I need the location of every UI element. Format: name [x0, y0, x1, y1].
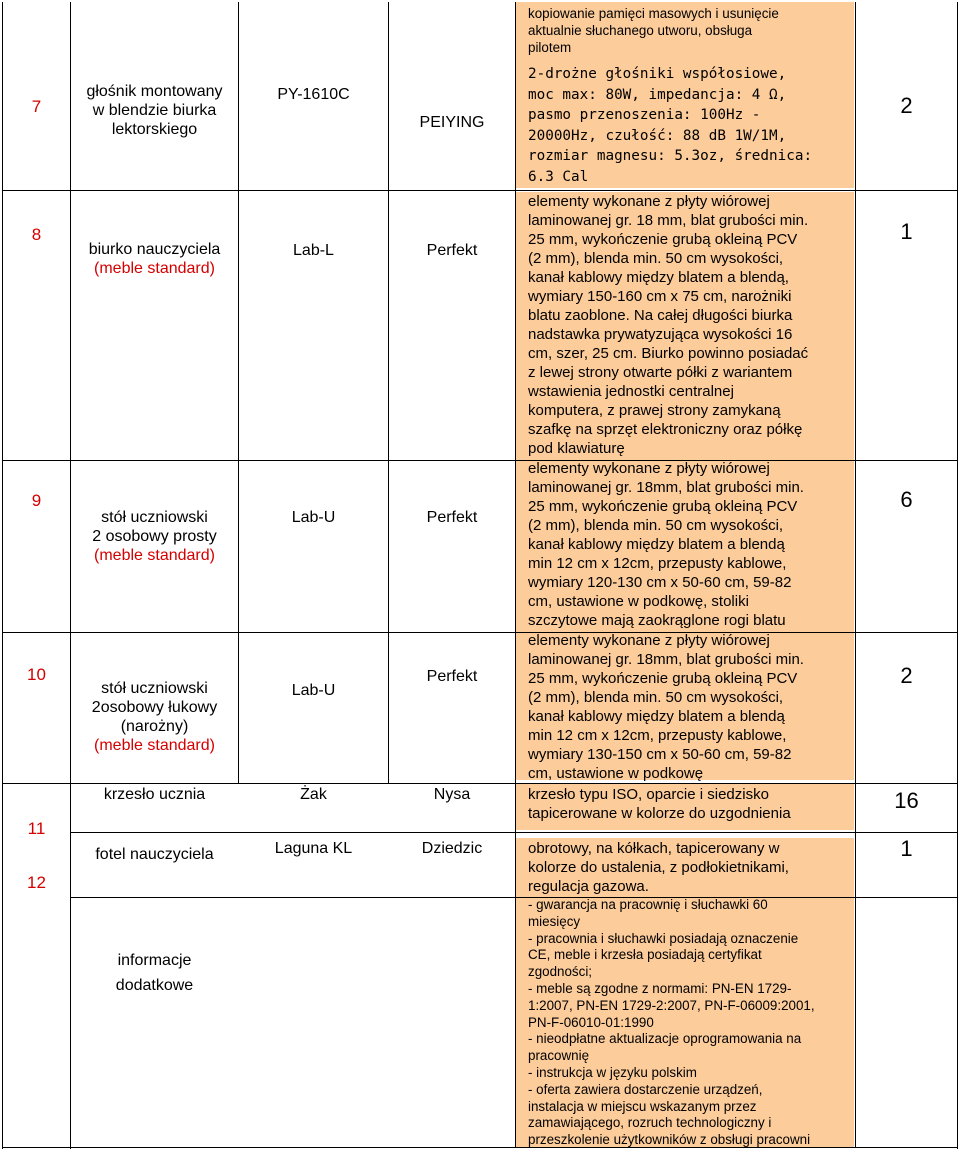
- item-description: elementy wykonane z płyty wiórowej laminowanej gr. 18mm, blat grubości min. 25 mm, wykończenie grubą okleiną PCV (2 mm), blenda min. 50 cm wysokości, kanał kablowy między blatem a blendą min 12 cm x 12cm, przepusty kablowe, wymiary 120-130 cm x 50-60 cm, 59-82 cm, ustawione w podkowę, stoliki szczytowe mają zaokrąglone rogi blatu: [528, 460, 804, 629]
- note-meble-standard: (meble standard): [94, 546, 215, 564]
- note-meble-standard: (meble standard): [94, 260, 215, 277]
- row-number: 11: [27, 818, 46, 838]
- item-maker: Perfekt: [426, 508, 478, 526]
- item-name: biurko nauczyciela (meble standard): [88, 241, 221, 277]
- item-model: PY-1610C: [277, 85, 350, 103]
- item-model: Żak: [300, 785, 327, 803]
- item-description: obrotowy, na kółkach, tapicerowany w kolorze do ustalenia, z podłokietnikami, regulacja gazowa.: [528, 840, 789, 895]
- item-quantity: 1: [900, 835, 913, 861]
- row-number: 10: [27, 664, 46, 684]
- item-quantity: 6: [900, 486, 913, 512]
- item-description: elementy wykonane z płyty wiórowej laminowanej gr. 18mm, blat grubości min. 25 mm, wykończenie grubą okleiną PCV (2 mm), blenda min. 50 cm wysokości, kanał kablowy między blatem a blendą min 12 cm x 12cm, przepusty kablowe, wymiary 130-150 cm x 50-60 cm, 59-82 cm, ustawione w podkowę: [528, 632, 804, 782]
- item-name: fotel nauczyciela: [95, 845, 214, 863]
- item-name: stół uczniowski 2osobowy łukowy (narożny) (meble standard): [91, 680, 218, 754]
- item-maker: Perfekt: [426, 667, 478, 685]
- item-model: Laguna KL: [274, 839, 353, 857]
- item-description-mono: 2-drożne głośniki współosiowe, moc max: 80W, impedancja: 4 Ω, pasmo przenoszenia: 100Hz - 20000Hz, czułość: 88 dB 1W/1M, rozmiar magnesu: 5.3oz, średnica: 6.3 Cal: [528, 66, 813, 185]
- item-name: głośnik montowany w blendzie biurka lektorskiego: [86, 82, 223, 138]
- item-name: krzesło ucznia: [103, 785, 206, 803]
- item-maker: PEIYING: [419, 113, 485, 131]
- item-maker: Perfekt: [426, 241, 478, 259]
- item-quantity: 2: [900, 662, 913, 688]
- row-number: 7: [31, 96, 42, 116]
- item-model: Lab-U: [291, 681, 336, 699]
- row-number: 9: [31, 490, 42, 510]
- item-model: Lab-U: [291, 508, 336, 526]
- item-quantity: 1: [900, 218, 913, 244]
- item-description: elementy wykonane z płyty wiórowej laminowanej gr. 18 mm, blat grubości min. 25 mm, wykończenie grubą okleiną PCV (2 mm), blenda min. 50 cm wysokości, kanał kablowy między blatem a blendą, wymiary 150-160 cm x 75 cm, narożniki blatu zaoblone. Na całej długości biurka nadstawka prywatyzująca wysokości 16 cm, szer, 25 cm. Biurko powinno posiadać z lewej strony otwarte półki z wariantem wstawienia jednostki centralnej komputera, z prawej strony zamykaną szafkę na sprzęt elektroniczny oraz półkę pod klawiaturę: [528, 193, 809, 457]
- item-quantity: 16: [894, 787, 919, 813]
- item-quantity: 2: [900, 92, 913, 118]
- additional-info-label: informacje dodatkowe: [115, 952, 194, 994]
- item-description: krzesło typu ISO, oparcie i siedzisko tapicerowane w kolorze do uzgodnienia: [528, 786, 791, 822]
- note-meble-standard: (meble standard): [94, 737, 215, 754]
- row-number: 12: [27, 872, 46, 892]
- item-maker: Nysa: [433, 785, 471, 803]
- item-description: kopiowanie pamięci masowych i usunięcie aktualnie słuchanego utworu, obsługa pilotem: [528, 6, 779, 55]
- additional-info-text: - gwarancja na pracownię i słuchawki 60 miesięcy - pracownia i słuchawki posiadają oznaczenie CE, meble i krzesła posiadają certyfikat zgodności; - meble są zgodne z normami: PN-EN 1729- 1:2007, PN-EN 1729-2:2007, PN-F-06009:2001, PN-F-06010-01:1990 - nieodpłatne aktualizacje oprogramowania na pracownię - instrukcja w języku polskim - oferta zawiera dostarczenie urządzeń, instalacja w miejscu wskazanym przez zamawiającego, rozruch technologiczny i przeszkolenie użytkowników z obsługi pracowni: [528, 897, 815, 1148]
- item-model: Lab-L: [293, 241, 334, 259]
- row-number: 8: [31, 224, 42, 244]
- item-maker: Dziedzic: [421, 839, 483, 857]
- item-name: stół uczniowski 2 osobowy prosty (meble standard): [92, 508, 217, 564]
